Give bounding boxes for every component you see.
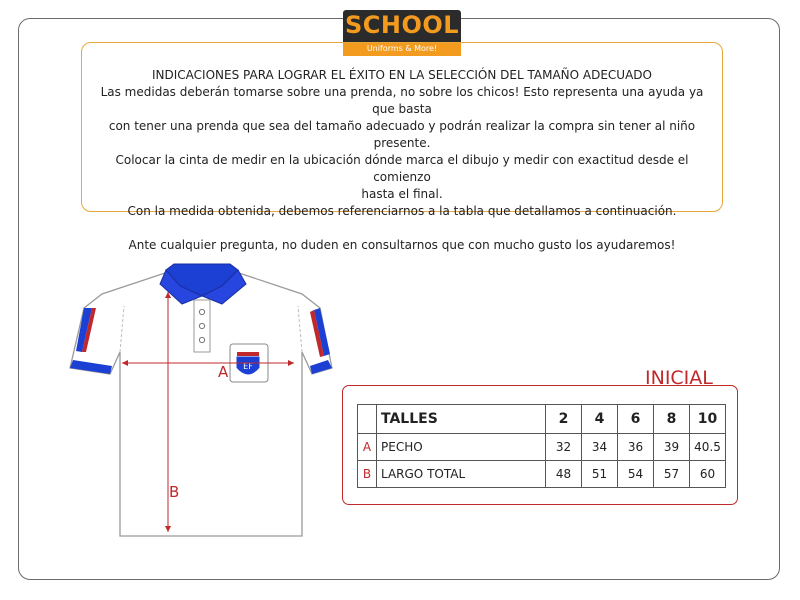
instructions-title: INDICACIONES PARA LOGRAR EL ÉXITO EN LA SELECCIÓN DEL TAMAÑO ADECUADO (152, 68, 652, 82)
size-header: 4 (582, 405, 618, 434)
row-letter: A (358, 434, 377, 461)
table-row (358, 434, 726, 461)
instructions-line: Con la medida obtenida, debemos referenciarnos a la tabla que detallamos a continuación. (127, 204, 677, 218)
table-cell: 32 (546, 434, 582, 461)
table-cell: 34 (582, 434, 618, 461)
crest-text: EF (243, 362, 253, 371)
instructions-line: con tener una prenda que sea del tamaño adecuado y podrán realizar la compra sin tener al niño presente. (108, 119, 696, 150)
table-cell: 60 (690, 461, 726, 488)
table-cell: 36 (618, 434, 654, 461)
table-cell: 54 (618, 461, 654, 488)
table-row (358, 461, 726, 488)
measure-label-a: A (218, 363, 229, 381)
polo-shirt-illustration (62, 256, 362, 541)
table-cell: 51 (582, 461, 618, 488)
instructions-line: Colocar la cinta de medir en la ubicación dónde marca el dibujo y medir con exactitud desde el comienzo (115, 153, 689, 184)
row-letter: B (358, 461, 377, 488)
size-header: 6 (618, 405, 654, 434)
header-blank-cell (358, 405, 377, 434)
size-header: 10 (690, 405, 726, 434)
instructions-box (81, 42, 723, 252)
table-header-row (358, 405, 726, 434)
table-cell: 57 (654, 461, 690, 488)
size-header: 8 (654, 405, 690, 434)
header-label: TALLES (377, 405, 546, 434)
logo-tagline: Uniforms & More! (343, 42, 461, 56)
instructions-line: hasta el final. (361, 187, 443, 201)
row-name: LARGO TOTAL (377, 461, 546, 488)
logo-wordmark: SCHOOL (344, 11, 460, 39)
measure-label-b: B (169, 483, 180, 501)
row-name: PECHO (377, 434, 546, 461)
table-cell: 48 (546, 461, 582, 488)
size-header: 2 (546, 405, 582, 434)
table-cell: 39 (654, 434, 690, 461)
size-table (357, 404, 726, 488)
section-title: INICIAL (645, 367, 713, 389)
instructions-contact: Ante cualquier pregunta, no duden en consultarnos que con mucho gusto los ayudaremos! (128, 238, 676, 252)
table-cell: 40.5 (690, 434, 726, 461)
instructions-line: Las medidas deberán tomarse sobre una prenda, no sobre los chicos! Esto representa una ayuda ya que basta (100, 85, 704, 116)
